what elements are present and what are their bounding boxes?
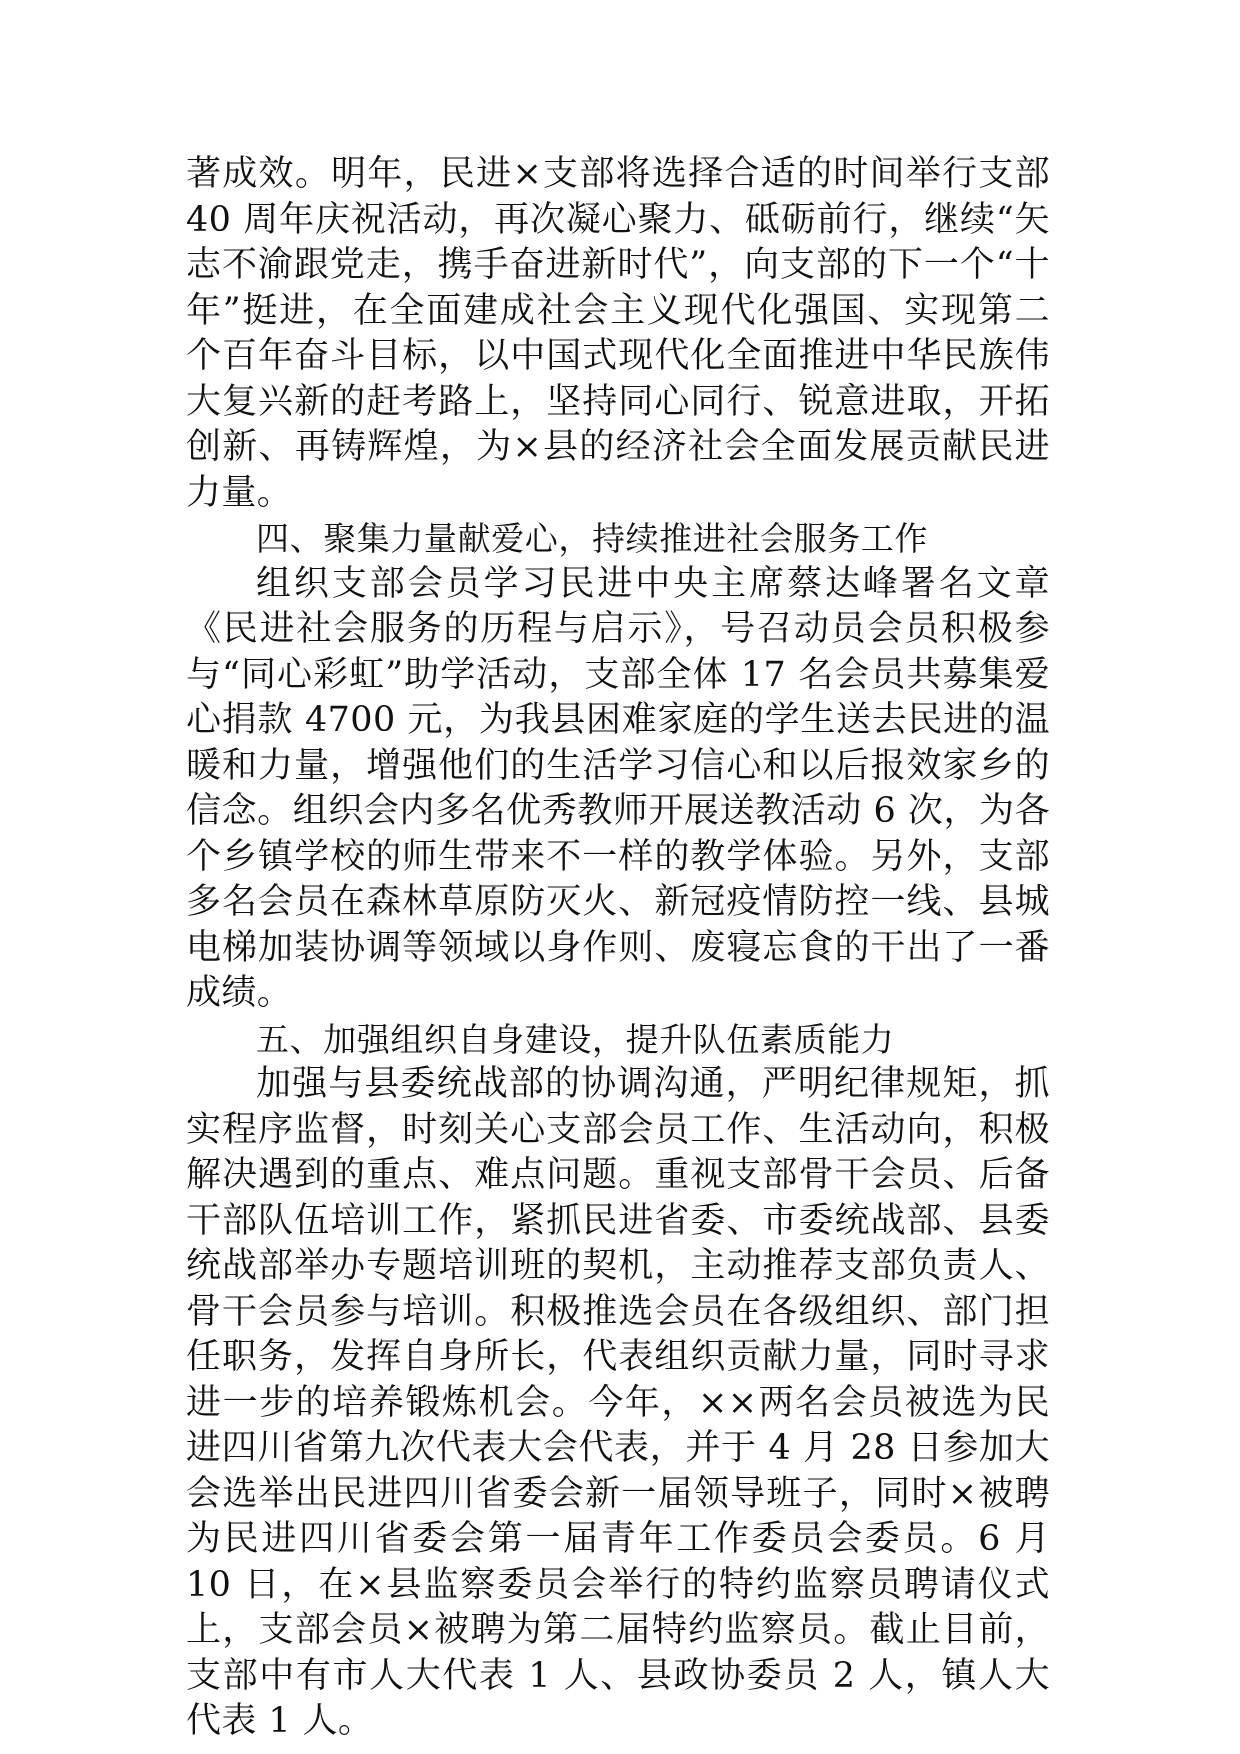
section-heading-five: 五、加强组织自身建设，提升队伍素质能力	[256, 1019, 895, 1059]
paragraph-social-service: 组织支部会员学习民进中央主席蔡达峰署名文章《民进社会服务的历程与启示》，号召动员会员积极参与“同心彩虹”助学活动，支部全体 17 名会员共募集爱心捐款 4700 元，为我县困难家庭的学生送去民进的温暖和力量，增强他们的生活学习信心和以后报效家乡的信念。组织会内多名优秀教师开展送教活动 6 次，为各个乡镇学校的师生带来不一样的教学体验。另外，支部多名会员在森林草原防灭火、新冠疫情防控一线、县城电梯加装协调等领域以身作则、废寝忘食的干出了一番成绩。	[186, 563, 1050, 1013]
paragraph-organization-building: 加强与县委统战部的协调沟通，严明纪律规矩，抓实程序监督，时刻关心支部会员工作、生活动向，积极解决遇到的重点、难点问题。重视支部骨干会员、后备干部队伍培训工作，紧抓民进省委、市委统战部、县委统战部举办专题培训班的契机，主动推荐支部负责人、骨干会员参与培训。积极推选会员在各级组织、部门担任职务，发挥自身所长，代表组织贡献力量，同时寻求进一步的培养锻炼机会。今年，××两名会员被选为民进四川省第九次代表大会代表，并于 4 月 28 日参加大会选举出民进四川省委会新一届领导班子，同时×被聘为民进四川省委会第一届青年工作委员会委员。6 月 10 日，在×县监察委员会举行的特约监察员聘请仪式上，支部会员×被聘为第二届特约监察员。截止目前，支部中有市人大代表 1 人、县政协委员 2 人，镇人大代表 1 人。	[186, 1064, 1050, 1741]
section-heading-four: 四、聚集力量献爱心，持续推进社会服务工作	[256, 519, 928, 558]
document-body	[186, 152, 1050, 1745]
paragraph-continuation: 著成效。明年，民进×支部将选择合适的时间举行支部 40 周年庆祝活动，再次凝心聚力、砥砺前行，继续“矢志不渝跟党走，携手奋进新时代”，向支部的下一个“十年”挺进，在全面建成社会主义现代化强国、实现第二个百年奋斗目标，以中国式现代化全面推进中华民族伟大复兴新的赶考路上，坚持同心同行、锐意进取，开拓创新、再铸辉煌，为×县的经济社会全面发展贡献民进力量。	[186, 154, 1050, 513]
